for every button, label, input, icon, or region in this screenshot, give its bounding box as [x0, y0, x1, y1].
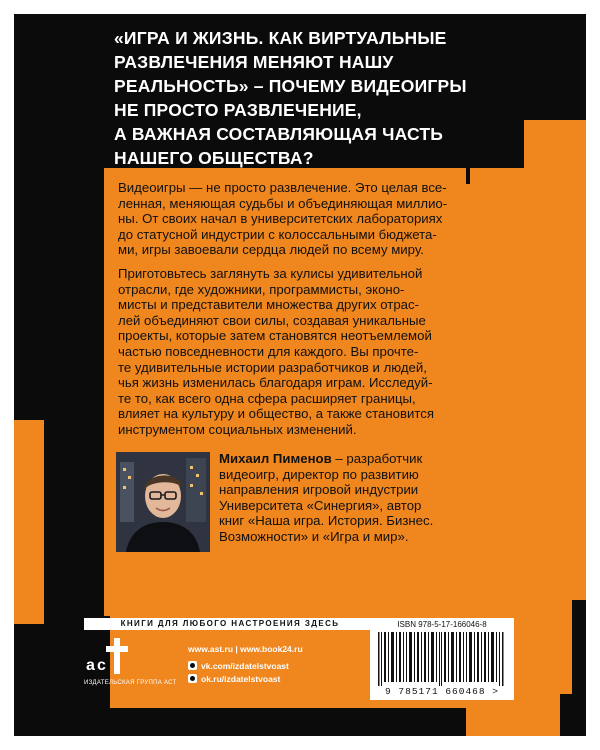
headline-line: А ВАЖНАЯ СОСТАВЛЯЮЩАЯ ЧАСТЬ [114, 124, 444, 144]
paragraph-line: Видеоигры — не просто развлечение. Это целая все- [118, 180, 447, 195]
publisher-name: ИЗДАТЕЛЬСКАЯ ГРУППА АСТ [84, 680, 177, 686]
author-bio [219, 451, 469, 544]
isbn-text: ISBN 978-5-17-166046-8 [397, 620, 487, 629]
author-bio-line: книг «Наша игра. История. Бизнес. [219, 513, 434, 528]
paragraph-line: отрасли, где художники, программисты, эконо- [118, 281, 405, 297]
barcode-graphic [378, 632, 506, 686]
svg-text:с: с [97, 657, 106, 674]
paragraph-line: ны. От своих начал в университетских лабораториях [118, 211, 443, 227]
author-bio-text: – разработчик [331, 451, 423, 466]
paragraph-line: чья жизнь изменилась благодаря играм. Исследуй- [118, 375, 433, 391]
orange-bottom-right [546, 588, 572, 694]
headline [114, 26, 494, 170]
paragraph-line: те удивительные истории разработчиков и людей, [118, 359, 427, 375]
headline-line: РЕАЛЬНОСТЬ» – ПОЧЕМУ ВИДЕОИГРЫ [114, 76, 467, 96]
paragraph-line: Приготовьтесь заглянуть за кулисы удивительной [118, 266, 423, 281]
websites-link[interactable]: www.ast.ru | www.book24.ru [188, 643, 303, 654]
orange-left-strip [14, 420, 44, 624]
headline-line: «ИГРА И ЖИЗНЬ. КАК ВИРТУАЛЬНЫЕ [114, 28, 447, 48]
publisher-links [188, 642, 303, 685]
ok-link[interactable] [188, 672, 303, 685]
paragraph-line: влияет на культуру и общество, а также становится [118, 406, 434, 422]
paragraph-line: ленная, меняющая судьбы и объединяющая миллио- [118, 195, 448, 211]
ok-link-text: ok.ru/izdatelstvoast [201, 673, 281, 684]
ast-logo-icon [84, 636, 134, 676]
ok-icon [188, 674, 197, 683]
author-photo [116, 452, 210, 552]
author-bio-line: видеоигр, директор по развитию [219, 466, 419, 482]
author-name: Михаил Пименов [219, 451, 332, 466]
headline-line: РАЗВЛЕЧЕНИЯ МЕНЯЮТ НАШУ [114, 52, 394, 72]
orange-right-band [470, 168, 572, 588]
paragraph-line: лей объединяют свои силы, создавая уникальные [118, 312, 426, 328]
paragraph-line: до статусной индустрии с колоссальными бюджета- [118, 226, 437, 242]
paragraph-line: ми, игры завоевали сердца людей по всему миру. [118, 242, 424, 258]
paragraph-line: те то, как всего одна сфера расширяет границы, [118, 390, 416, 406]
barcode-number: 9 785171 660468 > [385, 686, 499, 697]
paragraph-intro [118, 180, 458, 258]
barcode-box [370, 618, 514, 700]
headline-line: НАШЕГО ОБЩЕСТВА? [114, 148, 314, 168]
paragraph-line: инструментом социальных изменений. [118, 421, 357, 437]
author-bio-line: Возможности» и «Игра и мир». [219, 528, 409, 544]
tagline-banner: КНИГИ ДЛЯ ЛЮБОГО НАСТРОЕНИЯ ЗДЕСЬ [84, 618, 376, 630]
paragraph-line: проекты, которые затем становятся неотъемлемой [118, 328, 432, 344]
paragraph-line: мисты и представители множества других отрас- [118, 297, 419, 313]
paragraph-main [118, 266, 458, 438]
vk-icon [188, 661, 197, 670]
svg-text:а: а [86, 657, 95, 674]
author-bio-line [219, 451, 469, 467]
ast-logo [84, 636, 134, 676]
paragraph-line: частью повседневности для каждого. Вы прочте- [118, 343, 419, 359]
author-portrait-illustration [116, 452, 210, 552]
author-bio-line: Университета «Синергия», автор [219, 497, 422, 513]
author-bio-line: направления игровой индустрии [219, 482, 419, 497]
vk-link-text: vk.com/izdatelstvoast [201, 660, 289, 671]
headline-line: НЕ ПРОСТО РАЗВЛЕЧЕНИЕ, [114, 100, 362, 120]
vk-link[interactable] [188, 659, 303, 672]
